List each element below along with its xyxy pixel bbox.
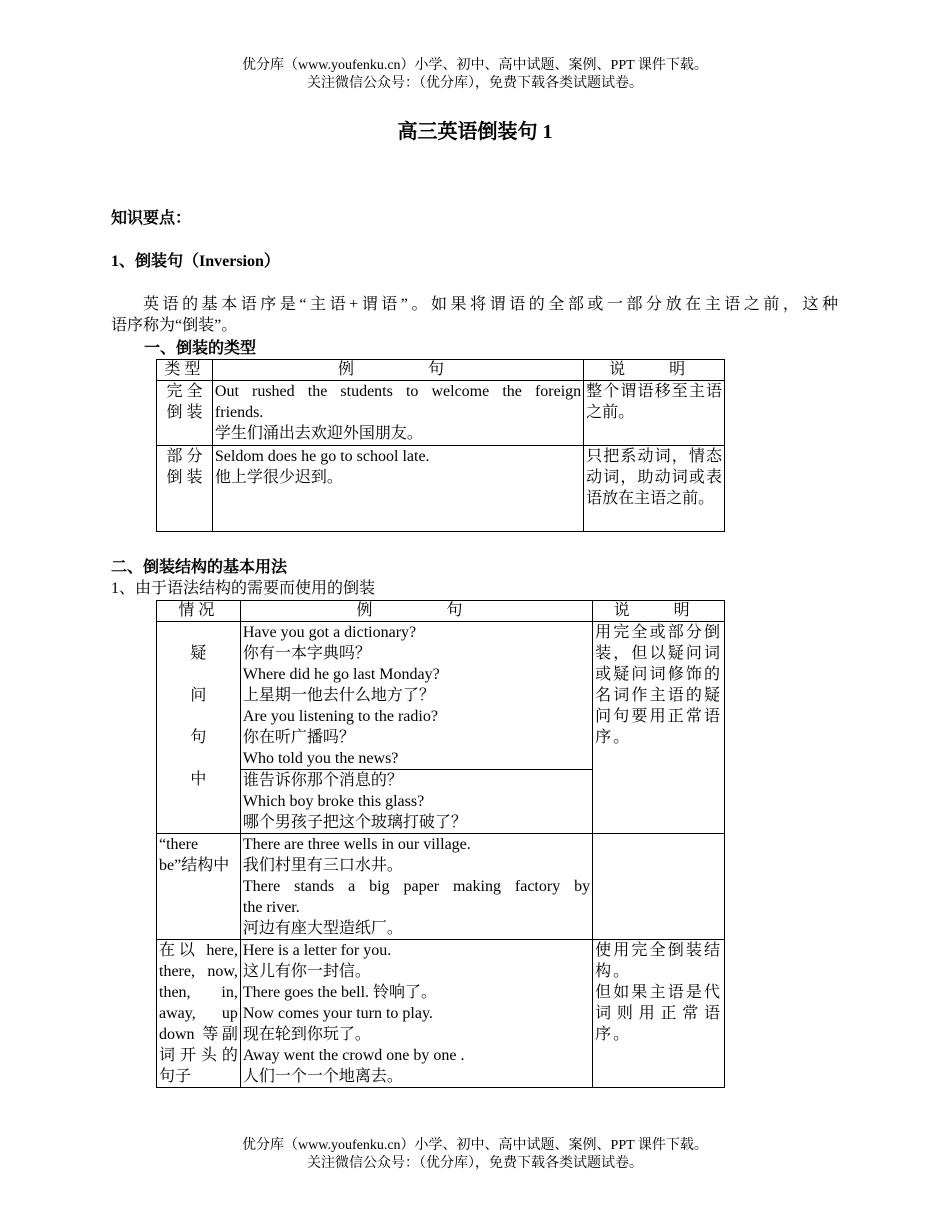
- table-header-row: [157, 360, 725, 381]
- example-line: There stands a big paper making factory by: [242, 878, 591, 895]
- example-line: Seldom does he go to school late.: [214, 448, 430, 465]
- example-line: Here is a letter for you.: [242, 942, 392, 959]
- example-line: There are three wells in our village.: [242, 836, 471, 853]
- type-line: 部 分: [166, 448, 203, 465]
- header-note: 说 明: [584, 360, 725, 381]
- intro-line-2: 语序称为“倒装”。: [111, 317, 238, 334]
- example-line: 你有一本字典吗？: [242, 645, 371, 662]
- example-line: friends.: [214, 404, 264, 421]
- type-line: 完 全: [166, 383, 203, 400]
- note-cell: 用完全或部分倒装，但以疑问词或疑问词修饰的名词作主语的疑问句要用正常语序。: [593, 622, 725, 834]
- note-line: 但如果主语是代词则用正常语序。: [595, 984, 722, 1043]
- note-cell: 只把系动词，情态动词，助动词或表语放在主语之前。: [584, 446, 725, 532]
- example-line: 谁告诉你那个消息的？: [242, 772, 403, 789]
- example-line: 人们一个一个地离去。: [242, 1068, 403, 1085]
- table-row: [157, 940, 725, 1088]
- intro-paragraph: [111, 294, 838, 336]
- type-cell: [157, 381, 213, 446]
- example-line: Are you listening to the radio?: [242, 708, 438, 725]
- header-situation: 情况: [157, 601, 241, 622]
- header-example: 例 句: [240, 601, 592, 622]
- part2-subheading: 1、由于语法结构的需要而使用的倒装: [111, 580, 376, 597]
- example-line: Away went the crowd one by one .: [242, 1047, 465, 1064]
- header-line-2: 关注微信公众号：（优分库），免费下载各类试题试卷。: [307, 76, 643, 91]
- table-row: [157, 622, 725, 834]
- example-line: 他上学很少迟到。: [214, 469, 343, 486]
- situation-char: 中: [190, 771, 207, 788]
- example-cell: [240, 834, 592, 940]
- example-line: the river.: [242, 899, 300, 916]
- knowledge-label: 知识要点：: [111, 210, 192, 227]
- example-line: Now comes your turn to play.: [242, 1005, 433, 1022]
- example-line: Who told you the news?: [241, 748, 592, 770]
- page-title: 高三英语倒装句 1: [397, 121, 553, 143]
- table-row: [157, 446, 725, 532]
- note-line: 使用完全倒装结构。: [595, 942, 722, 980]
- inversion-types-table: [156, 359, 725, 532]
- example-cell: [240, 940, 592, 1088]
- part2-heading: 二、倒装结构的基本用法: [111, 559, 288, 576]
- situation-char: 疑: [190, 645, 207, 662]
- example-cell: [212, 381, 583, 446]
- inversion-usage-table: [156, 600, 725, 1088]
- example-line: 哪个男孩子把这个玻璃打破了？: [242, 814, 467, 831]
- example-line: 你在听广播吗？: [242, 729, 355, 746]
- example-line: 学生们涌出去欢迎外国朋友。: [214, 425, 423, 442]
- page-header: [0, 57, 950, 93]
- part1-heading: 一、倒装的类型: [144, 340, 257, 357]
- example-line: 上星期一他去什么地方了？: [242, 687, 435, 704]
- table-header-row: [157, 601, 725, 622]
- example-line: Out rushed the students to welcome the foreign: [214, 383, 582, 400]
- table-row: [157, 834, 725, 940]
- example-line: Have you got a dictionary?: [242, 624, 417, 641]
- example-line: Where did he go last Monday?: [242, 666, 440, 683]
- footer-line-1: 优分库（www.youfenku.cn）小学、初中、高中试题、案例、PPT 课件下载。: [242, 1138, 708, 1153]
- type-cell: [157, 446, 213, 532]
- situation-cell: 在以 here, there, now, then, in, away, up down 等副词开头的句子: [157, 940, 241, 1088]
- type-line: 倒 装: [166, 469, 203, 486]
- header-line-1: 优分库（www.youfenku.cn）小学、初中、高中试题、案例、PPT 课件下载。: [242, 58, 708, 73]
- intro-line-1: 英语的基本语序是“主语+谓语”。如果将谓语的全部或一部分放在主语之前，这种: [143, 296, 838, 313]
- type-line: 倒 装: [166, 404, 203, 421]
- example-line: 我们村里有三口水井。: [242, 857, 403, 874]
- example-line: 现在轮到你玩了。: [242, 1026, 371, 1043]
- note-cell: [593, 834, 725, 940]
- note-cell: [593, 940, 725, 1088]
- note-cell: 整个谓语移至主语之前。: [584, 381, 725, 446]
- header-note: 说 明: [593, 601, 725, 622]
- example-line: Which boy broke this glass?: [242, 793, 425, 810]
- example-line: There goes the bell. 铃响了。: [242, 984, 438, 1001]
- situation-char: 问: [190, 687, 207, 704]
- example-line: 河边有座大型造纸厂。: [242, 920, 403, 937]
- example-cell: [240, 622, 592, 834]
- example-line: 这儿有你一封信。: [242, 963, 371, 980]
- situation-cell: [157, 622, 241, 834]
- page-footer: [0, 1137, 950, 1173]
- table-row: [157, 381, 725, 446]
- section1-heading: 1、倒装句（Inversion）: [111, 253, 280, 270]
- situation-cell: “there be”结构中: [157, 834, 241, 940]
- header-example: 例 句: [212, 360, 583, 381]
- footer-line-2: 关注微信公众号：（优分库），免费下载各类试题试卷。: [307, 1156, 643, 1171]
- header-type: 类型: [157, 360, 213, 381]
- example-cell: [212, 446, 583, 532]
- situation-char: 句: [190, 729, 207, 746]
